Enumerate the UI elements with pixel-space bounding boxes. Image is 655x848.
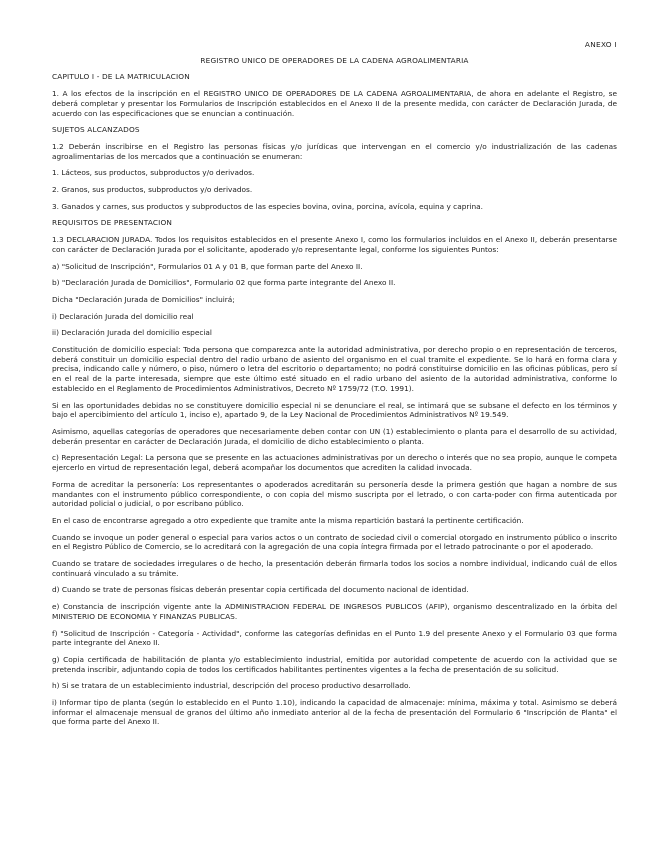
paragraph: Forma de acreditar la personería: Los representantes o apoderados acreditarán su personería desde la primera gestión que hagan a nombre de sus mandantes con el instrumento público correspondiente, o con copia del mismo suscripta por el letrado, o con carta-poder con firma autenticada por autoridad policial o judicial, o por escribano público. xyxy=(52,479,617,509)
paragraph: En el caso de encontrarse agregado a otro expediente que tramite ante la misma repartición bastará la pertinente certificación. xyxy=(52,515,524,525)
document-title: REGISTRO UNICO DE OPERADORES DE LA CADENA AGROALIMENTARIA xyxy=(200,55,469,65)
annex-label: ANEXO I xyxy=(584,40,617,49)
list-item: g) Copia certificada de habilitación de planta y/o establecimiento industrial, emitida por autoridad competente de acuerdo con la actividad que se pretenda inscribir, adjuntando copia de todos los certificados habilitantes pertinentes vigentes a la fecha de presentación de su solicitud. xyxy=(52,654,617,674)
paragraph: Si en las oportunidades debidas no se constituyere domicilio especial ni se denunciare el real, se intimará que se subsane el defecto en los términos y bajo el apercibimiento del artículo 1, inciso e), apartado 9, de la Ley Nacional de Procedimientos Administrativos Nº 19.549. xyxy=(52,400,617,420)
list-item: ii) Declaración Jurada del domicilio especial xyxy=(52,328,212,338)
paragraph: 1. A los efectos de la inscripción en el REGISTRO UNICO DE OPERADORES DE LA CADENA AGROALIMENTARIA, de ahora en adelante el Registro, se deberá completar y presentar los Formularios de Inscripción establecidos en el Anexo II de la presente medida, con carácter de Declaración Jurada, de acuerdo con las especificaciones que se enuncian a continuación. xyxy=(52,89,617,118)
paragraph: Asimismo, aquellas categorías de operadores que necesariamente deben contar con UN (1) establecimiento o planta para el desarrollo de su actividad, deberán presentar en carácter de Declaración Jurada, el domicilio de dicho establecimiento o planta. xyxy=(52,426,617,446)
paragraph: 1.3 DECLARACION JURADA. Todos los requisitos establecidos en el presente Anexo I, como los formularios incluidos en el Anexo II, deberán presentarse con carácter de Declaración Jurada por el solicitante, apoderado y/o representante legal, conforme los siguientes Puntos: xyxy=(52,235,617,254)
list-item: a) "Solicitud de Inscripción", Formularios 01 A y 01 B, que forman parte del Anexo II. xyxy=(52,261,363,271)
paragraph: Dicha "Declaración Jurada de Domicilios" incluirá; xyxy=(52,294,235,304)
list-item: 1. Lácteos, sus productos, subproductos y/o derivados. xyxy=(52,168,255,178)
list-item: b) "Declaración Jurada de Domicilios", Formulario 02 que forma parte integrante del Anexo II. xyxy=(52,278,396,288)
list-item: 2. Granos, sus productos, subproductos y/o derivados. xyxy=(52,185,253,195)
list-item: i) Declaración Jurada del domicilio real xyxy=(52,311,194,321)
paragraph: Cuando se tratare de sociedades irregulares o de hecho, la presentación deberán firmarla todos los socios a nombre individual, indicando cuál de ellos continuará vinculado a su trámite. xyxy=(52,559,617,578)
list-item: h) Si se tratara de un establecimiento industrial, descripción del proceso productivo desarrollado. xyxy=(52,681,411,691)
section-heading: REQUISITOS DE PRESENTACION xyxy=(52,218,173,228)
list-item: c) Representación Legal: La persona que se presente en las actuaciones administrativas por un derecho o interés que no sea propio, aunque le competa ejercerlo en virtud de representación legal, deberá acompañar los documentos que acrediten la calidad invocada. xyxy=(52,453,617,473)
section-heading: SUJETOS ALCANZADOS xyxy=(52,125,140,135)
list-item: f) "Solicitud de Inscripción - Categoría - Actividad", conforme las categorías definidas en el Punto 1.9 del presente Anexo y el Formulario 03 que forma parte integrante del Anexo II. xyxy=(52,628,617,648)
list-item: e) Constancia de inscripción vigente ante la ADMINISTRACION FEDERAL DE INGRESOS PUBLICOS (AFIP), organismo descentralizado en la órbita del MINISTERIO DE ECONOMIA Y FINANZAS PUBLICAS. xyxy=(52,602,617,621)
chapter-heading: CAPITULO I - DE LA MATRICULACION xyxy=(52,72,190,82)
list-item: i) Informar tipo de planta (según lo establecido en el Punto 1.10), indicando la capacidad de almacenaje: mínima, máxima y total. Asimismo se deberá informar el almacenaje mensual de granos del último año inmediato anterior al de la fecha de presentación del Formulario 6 "Inscripción de Planta" el que forma parte del Anexo II. xyxy=(52,698,617,727)
paragraph: Constitución de domicilio especial: Toda persona que comparezca ante la autoridad administrativa, por derecho propio o en representación de terceros, deberá constituir un domicilio especial dentro del radio urbano de asiento del organismo en el cual tramite el expediente. Se lo hará en forma clara y precisa, indicando calle y número, o piso, número o letra del escritorio o departamento; no podrá constituirse domicilio en las oficinas públicas, pero sí en el real de la parte interesada, siempre que este último esté situado en el radio urbano del asiento de la autoridad administrativa, conforme lo establecido en el Reglamento de Procedimientos Administrativos, Decreto Nº 1759/72 (T.O. 1991). xyxy=(52,345,617,393)
paragraph: Cuando se invoque un poder general o especial para varios actos o un contrato de sociedad civil o comercial otorgado en instrumento público o inscrito en el Registro Público de Comercio, se lo acreditará con la agregación de una copia íntegra firmada por el letrado patrocinante o por el apoderado. xyxy=(52,532,617,552)
paragraph: 1.2 Deberán inscribirse en el Registro las personas físicas y/o jurídicas que intervengan en el comercio y/o industrialización de las cadenas agroalimentarias de los mercados que a continuación se enumeran: xyxy=(52,141,617,161)
list-item: d) Cuando se trate de personas físicas deberán presentar copia certificada del documento nacional de identidad. xyxy=(52,585,469,595)
list-item: 3. Ganados y carnes, sus productos y subproductos de las especies bovina, ovina, porcina, avícola, equina y caprina. xyxy=(52,201,483,211)
